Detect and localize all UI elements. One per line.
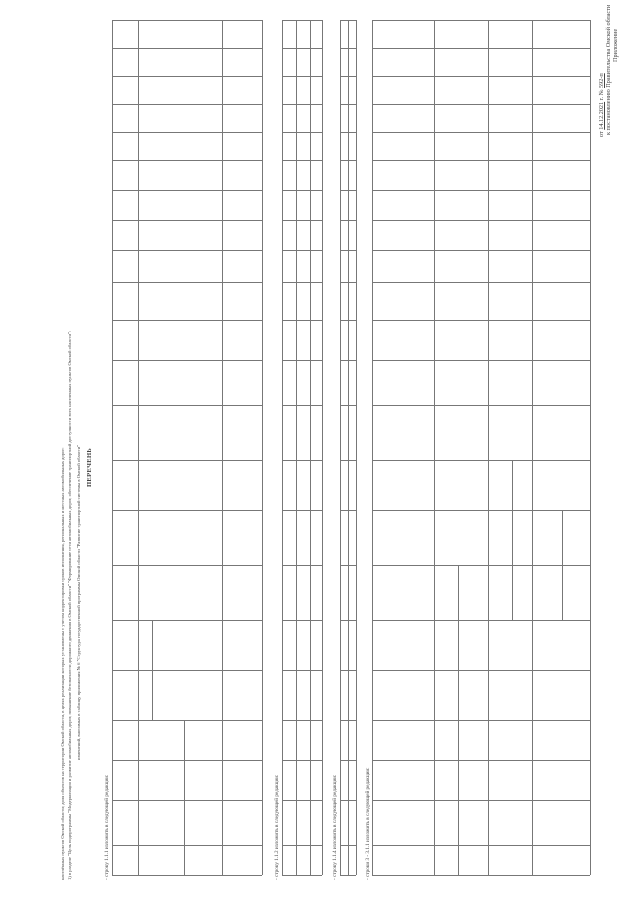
section-label-1-1-1: - строку 1.1.1 изложить в следующей редакции: <box>104 774 110 880</box>
decree-number: 592-п <box>598 73 605 88</box>
decree-date-line <box>598 73 605 137</box>
table-1-1-1 <box>112 20 262 875</box>
intro-line-2: населённых пунктов Омской области; доля объектов на территории Омской области, в целях реализации которых установлены с учетом корректировки сроков исполнения, региональных и местных автомобильных дорог: <box>60 447 65 880</box>
document-title: ПЕРЕЧЕНЬ <box>86 447 93 487</box>
date-prefix: от <box>598 131 605 137</box>
section-label-1-1-4: - строку 1.1.4 изложить в следующей редакции: <box>332 774 338 880</box>
table-3-3-1-1 <box>372 20 590 875</box>
intro-line-1: 1) в разделе "Цель подпрограммы "Модернизация и развитие автомобильных дорог, повышение безопасности дорожного движения в Омской области" "Формирование сети автомобильных дорог, обеспечение транспортной доступности всех населенных пунктов Омской области": <box>67 330 72 880</box>
decree-date: 14.12.2021 <box>598 101 605 130</box>
document-subtitle: изменений, вносимых в таблицу приложения № 6 "Структура государственной программы Омской области "Развитие транспортной системы в Омской области" <box>76 444 81 760</box>
year-suffix: г. <box>598 96 605 101</box>
appendix-label: Приложение <box>612 28 619 62</box>
table-1-1-2 <box>282 20 322 875</box>
decree-reference: к постановлению Правительства Омской области <box>605 4 612 135</box>
number-prefix: № <box>598 89 605 96</box>
section-label-3: - строки 3 - 3.1.1 изложить в следующей редакции: <box>365 767 371 880</box>
section-label-1-1-2: - строку 1.1.2 изложить в следующей редакции: <box>274 774 280 880</box>
table-1-1-4 <box>340 20 356 875</box>
